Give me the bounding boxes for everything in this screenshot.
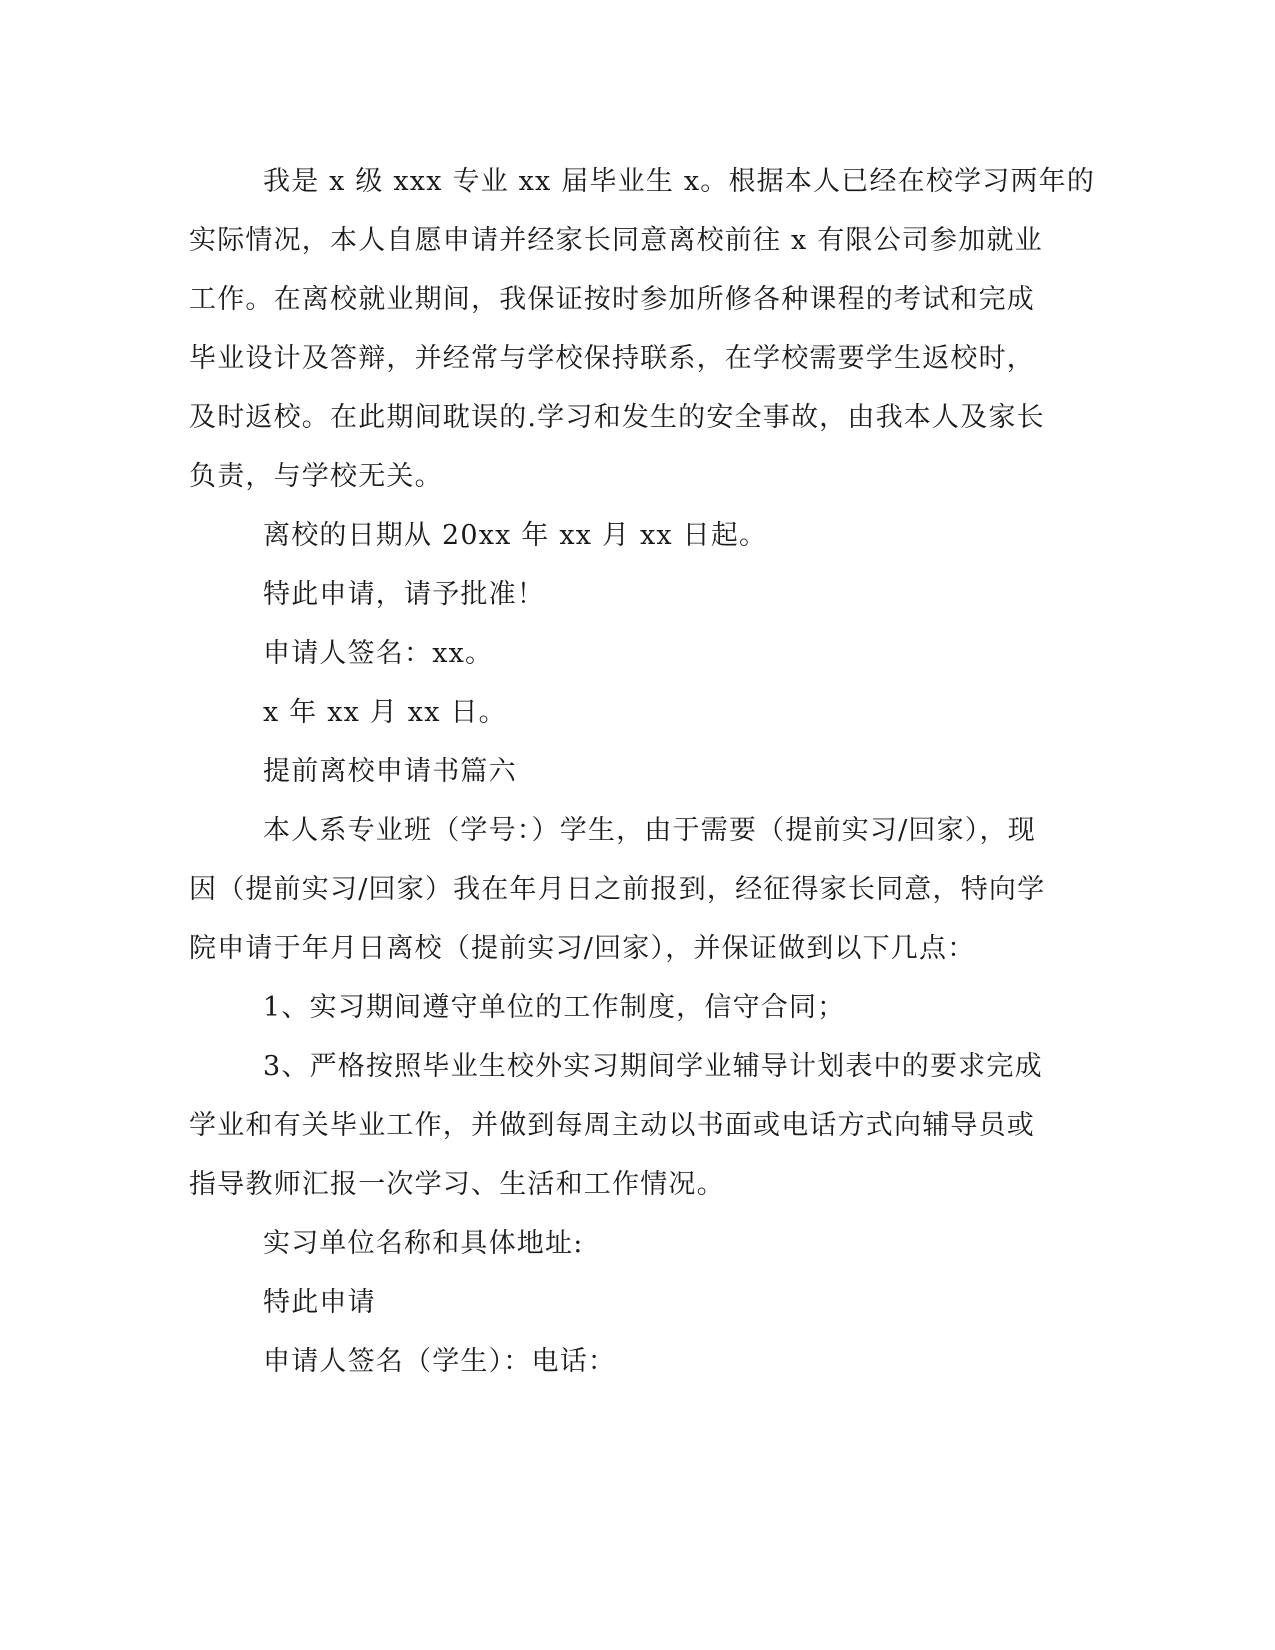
paragraph-line: 实习单位名称和具体地址: [263, 1228, 584, 1259]
section-heading: 提前离校申请书篇六 [263, 756, 517, 787]
paragraph-line: 工作。在离校就业期间，我保证按时参加所修各种课程的考试和完成 [189, 284, 1035, 315]
signature-line: 申请人签名（学生）：电话： [263, 1346, 617, 1377]
signature-line: 申请人签名：xx。 [263, 638, 494, 669]
paragraph-line: 及时返校。在此期间耽误的.学习和发生的安全事故，由我本人及家长 [189, 402, 1045, 433]
date-line: x 年 xx 月 xx 日。 [263, 697, 507, 728]
paragraph-line: 毕业设计及答辩，并经常与学校保持联系，在学校需要学生返校时， [189, 343, 1035, 374]
paragraph-line: 实际情况，本人自愿申请并经家长同意离校前往 x 有限公司参加就业 [189, 225, 1043, 256]
paragraph-line: 指导教师汇报一次学习、生活和工作情况。 [189, 1169, 725, 1200]
paragraph-line: 学业和有关毕业工作，并做到每周主动以书面或电话方式向辅导员或 [189, 1110, 1035, 1141]
paragraph-line: 特此申请 [263, 1287, 376, 1318]
paragraph-line: 因（提前实习/回家）我在年月日之前报到，经征得家长同意，特向学 [189, 874, 1046, 905]
list-item: 1、实习期间遵守单位的工作制度，信守合同； [263, 992, 846, 1023]
list-item: 3、严格按照毕业生校外实习期间学业辅导计划表中的要求完成 [263, 1051, 1043, 1082]
paragraph-line: 离校的日期从 20xx 年 xx 月 xx 日起。 [263, 520, 768, 551]
paragraph-line: 我是 x 级 xxx 专业 xx 届毕业生 x。根据本人已经在校学习两年的 [263, 166, 1096, 197]
paragraph-line: 院申请于年月日离校（提前实习/回家），并保证做到以下几点： [189, 933, 976, 964]
paragraph-line: 本人系专业班（学号：）学生，由于需要（提前实习/回家），现 [263, 815, 1036, 846]
paragraph-line: 负责，与学校无关。 [189, 461, 443, 492]
paragraph-line: 特此申请，请予批准！ [263, 579, 545, 610]
